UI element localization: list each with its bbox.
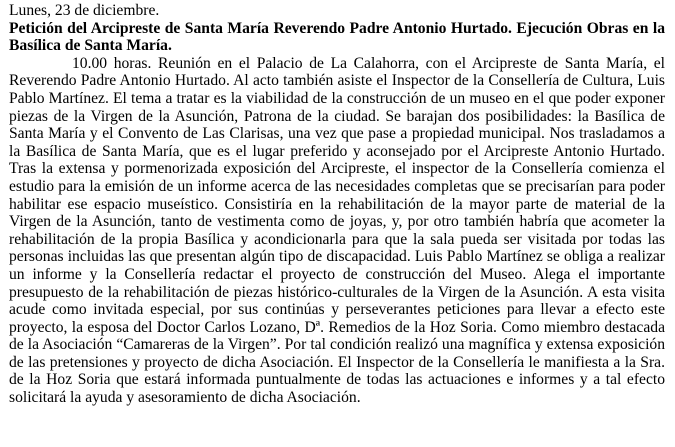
document-headline: Petición del Arcipreste de Santa María Reverendo Padre Antonio Hurtado. Ejecución Obras en la Basílica de Santa María. [9,19,665,55]
date-line: Lunes, 23 de diciembre. [9,2,160,19]
body-paragraph: 10.00 horas. Reunión en el Palacio de La Calahorra, con el Arcipreste de Santa María, el Reverendo Padre Antonio Hurtado. Al acto también asiste el Inspector de la Consellería de Cultura, Luis Pablo Martínez. El tema a tratar es la viabilidad de la construcción de un museo en el que poder exponer piezas de la Virgen de la Asunción, Patrona de la ciudad. Se barajan dos posibilidades: la Basílica de Santa María y el Convento de Las Clarisas, una vez que pase a propiedad municipal. Nos trasladamos a la Basílica de Santa María, que es el lugar preferido y aconsejado por el Arcipreste Antonio Hurtado. Tras la extensa y pormenorizada exposición del Arcipreste, el inspector de la Consellería comienza el estudio para la emisión de un informe acerca de las necesidades completas que se precisarían para poder habilitar ese espacio museístico. Consistiría en la rehabilitación de la mayor parte de material de la Virgen de la Asunción, tanto de vestimenta como de joyas, y, por otro también habría que acometer la rehabilitación de la propia Basílica y acondicionarla para que la sala pueda ser visitada por todas las personas incluidas las que presentan algún tipo de discapacidad. Luis Pablo Martínez se obliga a realizar un informe y la Consellería redactar el proyecto de construcción del Museo. Alega el importante presupuesto de la rehabilitación de piezas histórico-culturales de la Virgen de la Asunción. A esta visita acude como invitada especial, por sus continúas y perseverantes peticiones para llevar a efecto este proyecto, la esposa del Doctor Carlos Lozano, Dª. Remedios de la Hoz Soria. Como miembro destacada de la Asociación “Camareras de la Virgen”. Por tal condición realizó una magnífica y extensa exposición de las pretensiones y proyecto de dicha Asociación. El Inspector de la Consellería le manifiesta a la Sra. de la Hoz Soria que estará informada puntualmente de todas las actuaciones e informes y a tal efecto solicitará la ayuda y asesoramiento de dicha Asociación. [9,54,665,407]
document-page [9,2,665,407]
